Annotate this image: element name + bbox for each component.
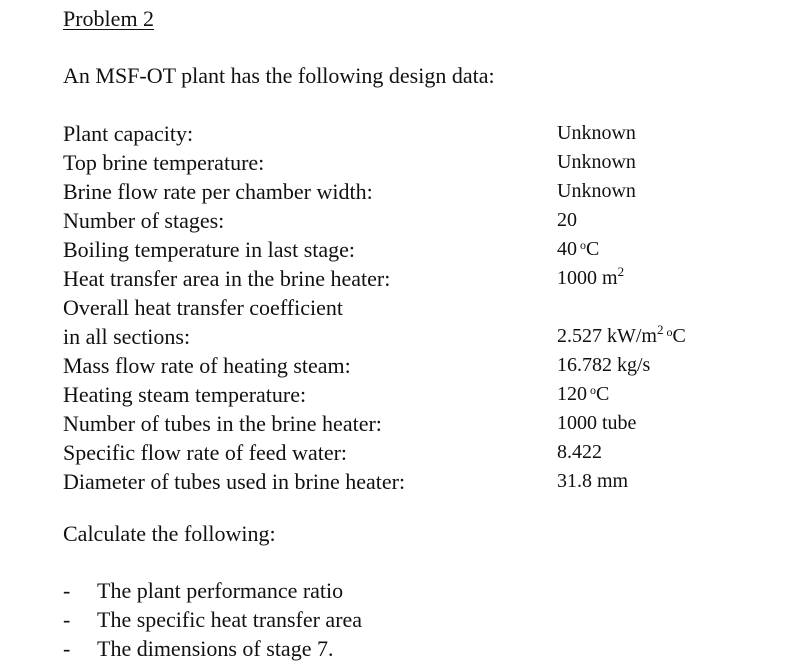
row-label: Overall heat transfer coefficient bbox=[63, 295, 343, 320]
data-row bbox=[63, 295, 763, 324]
value-superscript: 2 bbox=[657, 322, 664, 337]
row-label: Brine flow rate per chamber width: bbox=[63, 179, 373, 204]
row-label: Boiling temperature in last stage: bbox=[63, 237, 356, 262]
value-unit: C bbox=[596, 383, 610, 405]
row-label: in all sections: bbox=[63, 324, 191, 349]
task-text: The dimensions of stage 7. bbox=[97, 636, 334, 661]
degree-sign: o bbox=[590, 383, 596, 397]
value-unit: C bbox=[672, 325, 686, 347]
list-dash: - bbox=[63, 636, 71, 661]
design-data-table bbox=[63, 121, 763, 498]
row-label: Plant capacity: bbox=[63, 121, 194, 146]
intro-text: An MSF-OT plant has the following design data: bbox=[63, 63, 495, 88]
data-row bbox=[63, 382, 763, 411]
row-value: 31.8 mm bbox=[557, 470, 629, 492]
value-number: 40 bbox=[557, 238, 577, 260]
list-dash: - bbox=[63, 578, 71, 603]
list-dash: - bbox=[63, 607, 71, 632]
row-value bbox=[557, 382, 609, 409]
value-number: 2.527 kW/m bbox=[557, 325, 657, 347]
degree-sign: o bbox=[666, 325, 673, 339]
value-unit: C bbox=[586, 238, 600, 260]
row-value bbox=[557, 324, 686, 351]
data-row bbox=[63, 440, 763, 469]
data-row bbox=[63, 324, 763, 353]
row-value bbox=[557, 266, 624, 292]
row-label: Number of tubes in the brine heater: bbox=[63, 411, 382, 436]
row-value: Unknown bbox=[557, 151, 636, 173]
task-text: The specific heat transfer area bbox=[97, 607, 363, 632]
value-number: 1000 m bbox=[557, 267, 618, 289]
row-value: 1000 tube bbox=[557, 412, 637, 434]
row-label: Heat transfer area in the brine heater: bbox=[63, 266, 391, 291]
row-label: Specific flow rate of feed water: bbox=[63, 440, 348, 465]
degree-sign: o bbox=[580, 238, 586, 252]
data-row bbox=[63, 150, 763, 179]
problem-title: Problem 2 bbox=[63, 6, 155, 31]
data-row bbox=[63, 411, 763, 440]
data-row bbox=[63, 208, 763, 237]
row-label: Heating steam temperature: bbox=[63, 382, 307, 407]
data-row bbox=[63, 469, 763, 498]
row-value bbox=[557, 237, 599, 264]
row-label: Number of stages: bbox=[63, 208, 225, 233]
value-number: 120 bbox=[557, 383, 587, 405]
data-row bbox=[63, 121, 763, 150]
row-value: 8.422 bbox=[557, 441, 602, 463]
task-text: The plant performance ratio bbox=[97, 578, 344, 603]
data-row bbox=[63, 179, 763, 208]
row-value: 20 bbox=[557, 209, 577, 231]
value-superscript: 2 bbox=[617, 264, 625, 279]
row-value: Unknown bbox=[557, 180, 636, 202]
calculate-heading: Calculate the following: bbox=[63, 521, 276, 546]
row-label: Top brine temperature: bbox=[63, 150, 265, 175]
data-row bbox=[63, 266, 763, 295]
data-row bbox=[63, 237, 763, 266]
row-label: Mass flow rate of heating steam: bbox=[63, 353, 351, 378]
row-value: 16.782 kg/s bbox=[557, 354, 651, 376]
row-value: Unknown bbox=[557, 122, 636, 144]
row-label: Diameter of tubes used in brine heater: bbox=[63, 469, 406, 494]
data-row bbox=[63, 353, 763, 382]
